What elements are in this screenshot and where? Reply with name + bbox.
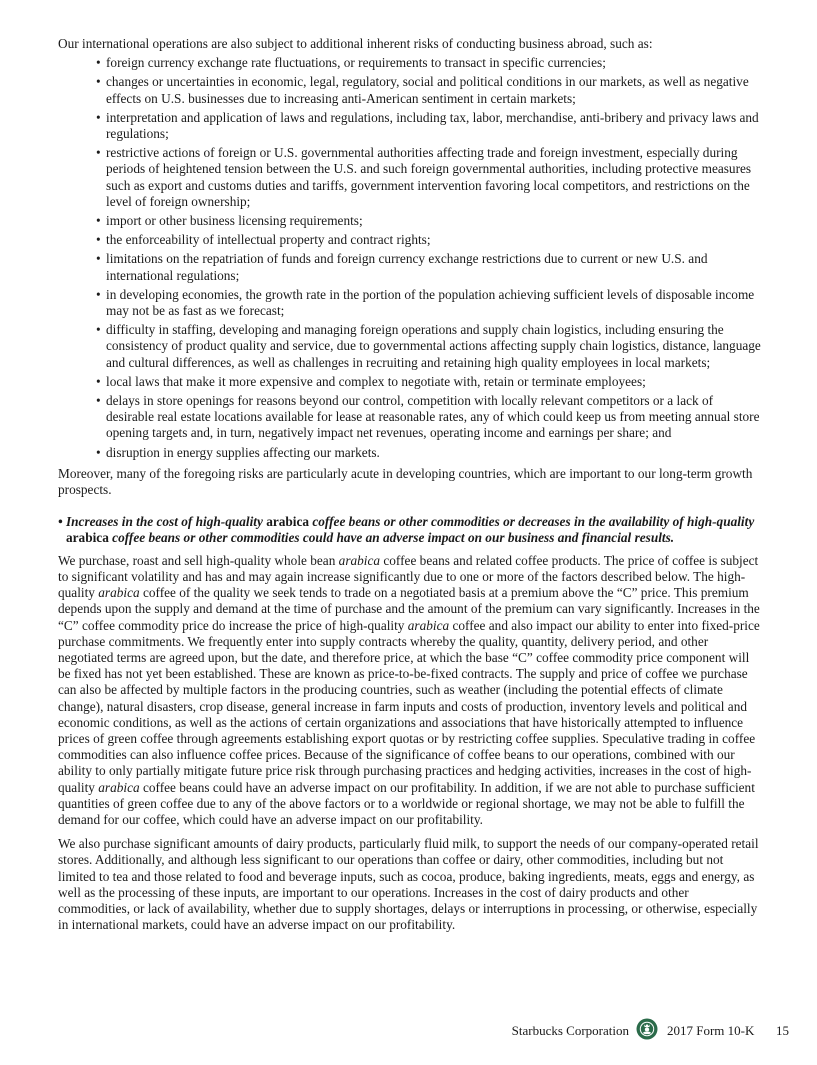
heading-arabica-2: arabica — [66, 530, 109, 546]
list-item: • delays in store openings for reasons beyond our control, competition with locally relevant competitors or a lack of desirable real estate locations available for lease at reasonable rates, any of which could keep us from meeting annual store opening targets and, in turn, negatively impact net revenues, operating income and earnings per share; and — [96, 393, 763, 442]
risk-list — [58, 55, 763, 461]
heading-text-1: Increases in the cost of high-quality — [65, 514, 263, 530]
list-item: • local laws that make it more expensive and complex to negotiate with, retain or terminate employees; — [96, 374, 763, 390]
heading-arabica-1: arabica — [266, 514, 310, 530]
heading-text-3: coffee beans or other commodities could have an adverse impact on our business and financial results. — [112, 530, 675, 546]
text-run: We purchase, roast and sell high-quality whole bean — [58, 552, 336, 568]
arabica-term: arabica — [338, 552, 381, 568]
dairy-paragraph: We also purchase significant amounts of dairy products, particularly fluid milk, to support the needs of our company-operated retail stores. Additionally, and although less significant to our operations than coffee or dairy, other commodities, including but not limited to tea and those related to food and beverage inputs, such as cocoa, produce, baking ingredients, meats, eggs and energy, as well as the processing of these inputs, are important to our operations. Increases in the cost of dairy products and other commodities, or lack of availability, whether due to supply shortages, delays or interruptions in processing, or otherwise, especially in international markets, could have an adverse impact on our profitability. — [58, 836, 759, 933]
list-item: • restrictive actions of foreign or U.S. governmental authorities affecting trade and foreign investment, especially during periods of heightened tension between the U.S. and such foreign governmental authorities, including protective measures such as export and customs duties and tariffs, government intervention favoring local competitors, and restrictions on the level of foreign ownership; — [96, 145, 763, 210]
list-item: • difficulty in staffing, developing and managing foreign operations and supply chain logistics, including ensuring the consistency of product quality and service, due to governmental actions affecting supply chain logistics, distance, language and cultural differences, as well as challenges in recruiting and retaining high quality employees in local markets; — [96, 322, 763, 371]
footer-company: Starbucks Corporation — [511, 1023, 629, 1038]
list-item: • foreign currency exchange rate fluctuations, or requirements to transact in specific currencies; — [96, 55, 763, 71]
text-run: coffee and also impact our ability to enter into fixed-price purchase commitments. We frequently enter into supply contracts whereby the quality, quantity, delivery period, and other negotiated terms are agreed upon, but the date, and therefore price, at which the base “C” coffee commodity price component will be fixed has not yet been established. These are known as price-to-be-fixed contracts. The supply and price of coffee we purchase can also be affected by multiple factors in the producing countries, such as weather (including the potential effects of climate change), natural disasters, crop disease, general increase in farm inputs and costs of production, inventory levels and political and economic conditions, as well as the actions of certain organizations and associations that have historically attempted to influence prices of green coffee through agreements establishing export quotas or by restricting coffee supplies. Speculative trading in coffee commodities can also influence coffee prices. Because of the significance of coffee beans to our operations, combined with our ability to only partially mitigate future price risk through purchasing practices and hedging activities, increases in the cost of high-quality — [58, 617, 760, 795]
starbucks-siren-logo-icon — [636, 1018, 658, 1040]
intro-paragraph: Our international operations are also subject to additional inherent risks of conducting business abroad, such as: — [58, 36, 653, 51]
text-run: coffee beans could have an adverse impact on our profitability. In addition, if we are not able to purchase sufficient quantities of green coffee due to any of the above factors or to a worldwide or regional shortage, we may not be able to fulfill the demand for our coffee, which could have an adverse impact on our profitability. — [58, 779, 755, 827]
text-run: coffee of the quality we seek tends to trade on a negotiated basis at a premium above the “C” price. This premium depends upon the supply and demand at the time of purchase and the amount of the premium can vary significantly. Increases in the “C” coffee commodity price do increase the price of high-quality — [58, 585, 760, 633]
heading-text-2: coffee beans or other commodities or decreases in the availability of high-quality — [312, 514, 755, 530]
page-footer — [0, 1021, 817, 1041]
coffee-paragraph — [58, 553, 763, 828]
section-heading — [58, 514, 763, 546]
heading-bullet: • — [58, 514, 63, 530]
arabica-term: arabica — [407, 617, 450, 633]
list-item: • in developing economies, the growth rate in the portion of the population achieving sufficient levels of disposable income may not be as fast as we forecast; — [96, 287, 763, 319]
list-item: • changes or uncertainties in economic, legal, regulatory, social and political conditions in our markets, as well as negative effects on U.S. businesses due to increasing anti-American sentiment in certain markets; — [96, 74, 763, 106]
list-item: • limitations on the repatriation of funds and foreign currency exchange restrictions due to current or new U.S. and international regulations; — [96, 251, 763, 283]
moreover-paragraph: Moreover, many of the foregoing risks are particularly acute in developing countries, which are important to our long-term growth prospects. — [58, 465, 753, 498]
list-item: • the enforceability of intellectual property and contract rights; — [96, 232, 763, 248]
page-number: 15 — [776, 1023, 789, 1038]
list-item: • interpretation and application of laws and regulations, including tax, labor, merchandise, anti-bribery and privacy laws and regulations; — [96, 110, 763, 142]
text-run: coffee beans and related coffee products. The price of coffee is subject to significant volatility and has and may again increase significantly due to one or more of the factors described below. The high-quality — [58, 552, 759, 601]
arabica-term: arabica — [98, 585, 140, 601]
arabica-term: arabica — [98, 779, 140, 795]
list-item: • import or other business licensing requirements; — [96, 213, 763, 229]
list-item: • disruption in energy supplies affecting our markets. — [96, 445, 763, 461]
document-page — [58, 36, 763, 941]
footer-form: 2017 Form 10-K — [667, 1023, 755, 1038]
